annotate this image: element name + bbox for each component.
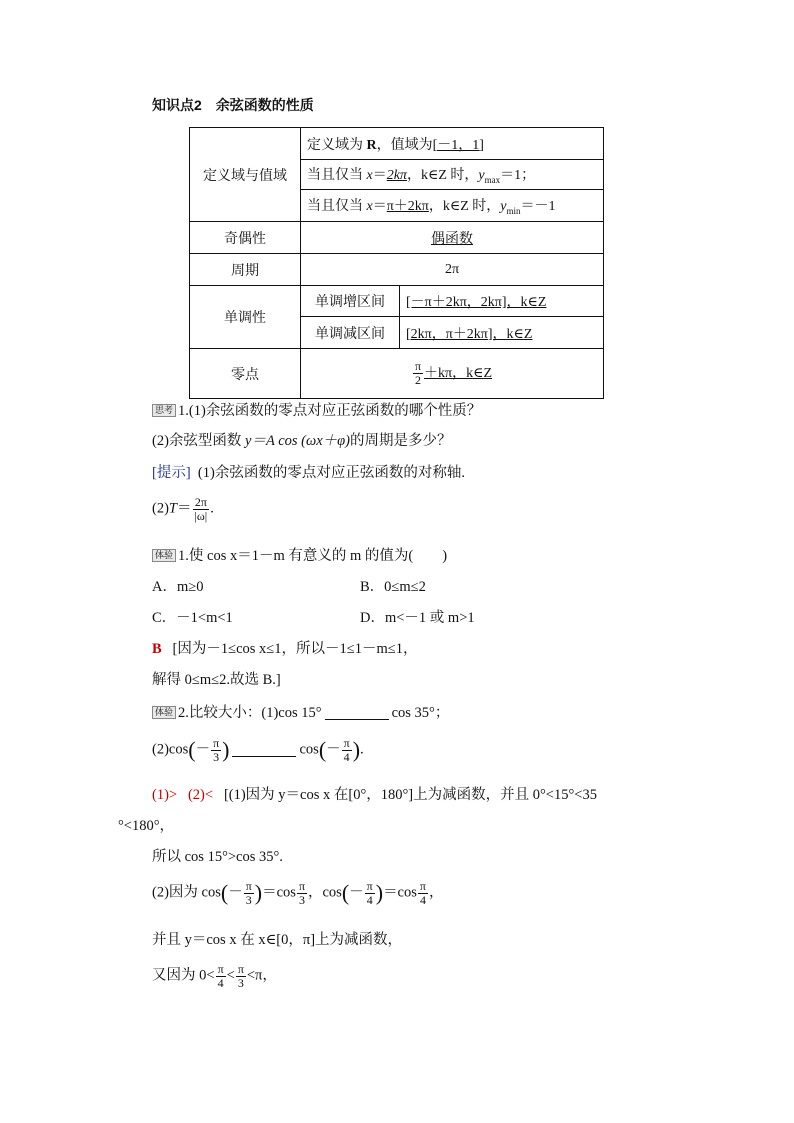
exercise-2-answer-2: (2)< bbox=[187, 787, 214, 803]
cosine-properties-table bbox=[189, 127, 604, 399]
option-d: D．m<－1 或 m>1 bbox=[360, 610, 475, 626]
exercise-1-solution-2: 解得 0≤m≤2.故选 B.] bbox=[152, 672, 281, 688]
monotonicity-label: 单调性 bbox=[190, 286, 301, 349]
decreasing-value: [2kπ，π＋2kπ]，k∈Z bbox=[400, 317, 604, 349]
exercise-2-question-2: (2)cos(－ $\frac{\pi}{3}$ ) cos(－ $\frac{\pi}{4}$ ). bbox=[152, 736, 364, 764]
zero-label: 零点 bbox=[190, 349, 301, 399]
parity-label: 奇偶性 bbox=[190, 222, 301, 254]
exercise-1-question: 体验 1.使 cos x＝1－m 有意义的 m 的值为( ) bbox=[152, 548, 447, 565]
section-title: 知识点2 余弦函数的性质 bbox=[152, 97, 314, 113]
experience-badge-1: 体验 bbox=[152, 549, 176, 562]
increasing-value: [－π＋2kπ，2kπ]，k∈Z bbox=[400, 286, 604, 317]
range-answer: [－1，1] bbox=[432, 137, 484, 153]
answer-blank-1 bbox=[325, 705, 389, 720]
exercise-2-solution-5: 又因为 0< $\frac{\pi}{4}$ < $\frac{\pi}{3}$ <π， bbox=[152, 962, 277, 990]
hint-line-1: [提示] (1)余弦函数的零点对应正弦函数的对称轴. bbox=[152, 465, 465, 481]
exercise-1-answer: B bbox=[152, 641, 162, 657]
think-question-2: (2)余弦型函数 y＝A cos (ωx＋φ)的周期是多少？ bbox=[152, 433, 452, 449]
period-label: 周期 bbox=[190, 254, 301, 286]
think-badge: 思考 bbox=[152, 404, 176, 417]
exercise-2-solution-2: 所以 cos 15°>cos 35°. bbox=[152, 849, 283, 865]
option-c: C．－1<m<1 bbox=[152, 610, 233, 626]
min-answer: π＋2kπ bbox=[386, 199, 429, 215]
hint-line-2: (2)T＝ $\frac{2\pi}{|\omega|}$ . bbox=[152, 495, 214, 523]
exercise-2-solution-1: (1)> (2)< [(1)因为 y＝cos x 在[0°，180°]上为减函数，并且 0°<15°<35 bbox=[152, 787, 597, 803]
max-answer: 2kπ bbox=[386, 168, 407, 184]
zero-value: $\frac{\pi}{2}$ ＋kπ，k∈Z bbox=[301, 349, 604, 399]
domain-range-label: 定义域与值域 bbox=[190, 128, 301, 222]
answer-blank-2 bbox=[232, 742, 296, 757]
exercise-2-solution-1b: °<180°， bbox=[118, 818, 175, 834]
think-question-1: 思考 1.(1)余弦函数的零点对应正弦函数的哪个性质？ bbox=[152, 403, 481, 420]
exercise-2-question-1: 体验 2.比较大小：(1)cos 15° cos 35°； bbox=[152, 705, 449, 722]
experience-badge-2: 体验 bbox=[152, 706, 176, 719]
exercise-2-answer-1: (1)> bbox=[152, 787, 178, 803]
decreasing-label: 单调减区间 bbox=[301, 317, 400, 349]
period-value: 2π bbox=[301, 254, 604, 286]
domain-line-1: 定义域为 R，值域为[－1，1] bbox=[301, 128, 604, 160]
exercise-2-solution-4: 并且 y＝cos x 在 x∈[0，π]上为减函数， bbox=[152, 932, 403, 948]
domain-line-3: 当且仅当 x＝π＋2kπ，k∈Z 时，$y_{min}=-1$ bbox=[301, 190, 604, 222]
domain-line-2: 当且仅当 x＝2kπ，k∈Z 时，$y_{max}=1$； bbox=[301, 160, 604, 190]
option-a: A．m≥0 bbox=[152, 579, 204, 595]
increasing-label: 单调增区间 bbox=[301, 286, 400, 317]
hint-label: [提示] bbox=[152, 465, 191, 481]
exercise-2-solution-3: (2)因为 cos(－ $\frac{\pi}{3}$ )＝cos $\frac{\pi}{3}$ ，cos(－ $\frac{\pi}{4}$ )＝cos $\frac{\pi}{4}$ ， bbox=[152, 879, 444, 907]
parity-value: 偶函数 bbox=[301, 222, 604, 254]
exercise-1-solution-1: B [因为－1≤cos x≤1，所以－1≤1－m≤1， bbox=[152, 641, 418, 657]
option-b: B．0≤m≤2 bbox=[360, 579, 426, 595]
